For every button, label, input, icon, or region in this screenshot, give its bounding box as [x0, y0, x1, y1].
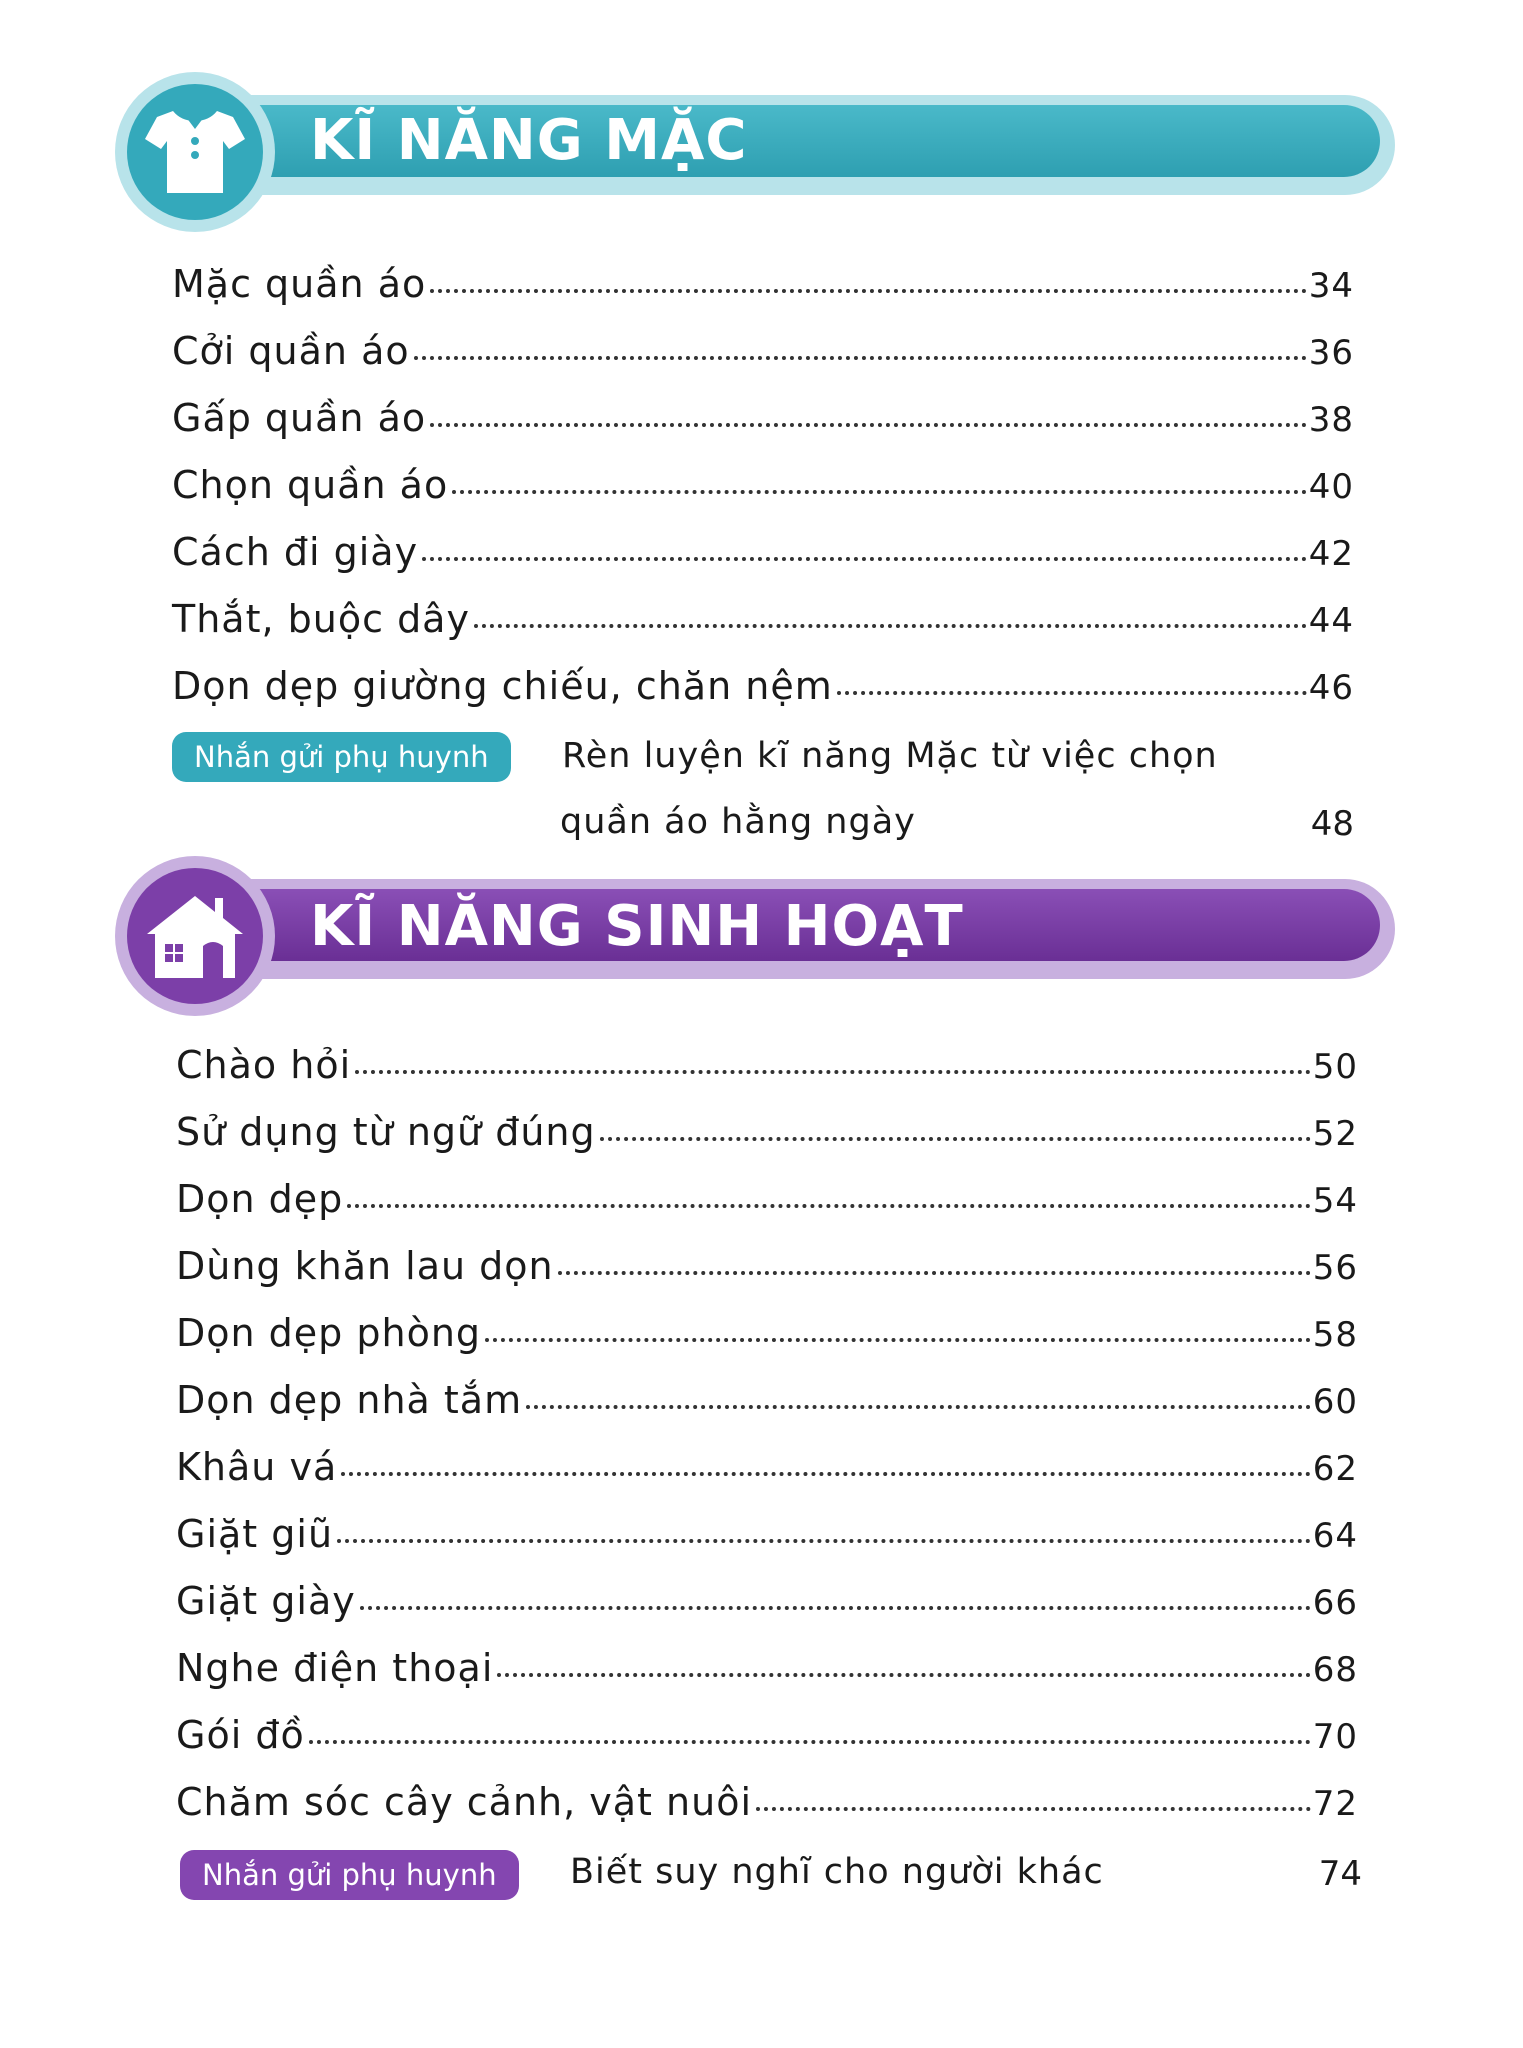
toc-entry-label: Cởi quần áo [172, 329, 410, 373]
toc-entry-page: 54 [1312, 1181, 1358, 1221]
toc-entry-page: 40 [1308, 467, 1354, 507]
parent-note-text-line1: Biết suy nghĩ cho người khác [570, 1852, 1104, 1892]
toc-entry-label: Mặc quần áo [172, 262, 427, 306]
section-icon-badge [115, 72, 275, 232]
toc-list-daily-living [176, 1017, 1358, 1824]
parent-note-dressing[interactable] [172, 732, 1354, 842]
dot-leader [422, 557, 1307, 561]
toc-entry[interactable] [176, 1352, 1358, 1422]
dot-leader [497, 1673, 1310, 1677]
dot-leader [347, 1204, 1310, 1208]
section-title: KĨ NĂNG SINH HOẠT [310, 894, 964, 959]
dot-leader [837, 691, 1307, 695]
toc-entry-label: Dọn dẹp nhà tắm [176, 1378, 523, 1422]
toc-entry-page: 42 [1308, 534, 1354, 574]
toc-entry-page: 36 [1308, 333, 1354, 373]
dot-leader [526, 1405, 1311, 1409]
toc-entry-page: 58 [1312, 1315, 1358, 1355]
dot-leader [309, 1740, 1311, 1744]
toc-entry-page: 52 [1312, 1114, 1358, 1154]
toc-entry-label: Sử dụng từ ngữ đúng [176, 1110, 596, 1154]
dot-leader [474, 624, 1307, 628]
dot-leader [355, 1070, 1311, 1074]
dot-leader [360, 1606, 1311, 1610]
section-header-daily-living [115, 856, 1400, 1016]
toc-entry[interactable] [176, 1553, 1358, 1623]
dot-leader [756, 1807, 1311, 1811]
toc-entry[interactable] [176, 1218, 1358, 1288]
parent-note-text-line2: quần áo hằng ngày [560, 802, 916, 842]
toc-entry[interactable] [172, 638, 1354, 708]
toc-entry-label: Gói đồ [176, 1713, 305, 1757]
house-icon [143, 890, 247, 982]
dot-leader [414, 356, 1307, 360]
parent-note-text-line1: Rèn luyện kĩ năng Mặc từ việc chọn [562, 736, 1218, 776]
toc-entry-label: Khâu vá [176, 1445, 338, 1489]
parent-note-daily-living[interactable] [180, 1850, 1362, 1910]
toc-entry-label: Nghe điện thoại [176, 1646, 494, 1690]
toc-list-dressing [172, 236, 1354, 708]
toc-entry-page: 38 [1308, 400, 1354, 440]
section-header-dressing [115, 72, 1400, 232]
toc-entry[interactable] [176, 1151, 1358, 1221]
toc-entry-label: Giặt giày [176, 1579, 356, 1623]
dot-leader [430, 423, 1307, 427]
toc-entry-page: 68 [1312, 1650, 1358, 1690]
toc-entry-label: Cách đi giày [172, 530, 419, 574]
toc-entry[interactable] [172, 504, 1354, 574]
toc-entry-label: Dùng khăn lau dọn [176, 1244, 554, 1288]
toc-entry-page: 60 [1312, 1382, 1358, 1422]
toc-entry-page: 56 [1312, 1248, 1358, 1288]
toc-entry-page: 44 [1308, 601, 1354, 641]
toc-entry[interactable] [176, 1285, 1358, 1355]
toc-entry-page: 66 [1312, 1583, 1358, 1623]
toc-entry-page: 50 [1312, 1047, 1358, 1087]
dot-leader [341, 1472, 1311, 1476]
toc-entry-label: Dọn dẹp giường chiếu, chăn nệm [172, 664, 833, 708]
toc-entry[interactable] [176, 1486, 1358, 1556]
section-icon-badge [115, 856, 275, 1016]
section-title: KĨ NĂNG MẶC [310, 108, 748, 173]
toc-entry[interactable] [172, 236, 1354, 306]
toc-entry[interactable] [172, 370, 1354, 440]
toc-entry[interactable] [172, 571, 1354, 641]
toc-entry-label: Chăm sóc cây cảnh, vật nuôi [176, 1780, 752, 1824]
dot-leader [558, 1271, 1311, 1275]
toc-entry-label: Thắt, buộc dây [172, 597, 470, 641]
shirt-icon [143, 107, 247, 197]
toc-entry-label: Gấp quần áo [172, 396, 427, 440]
dot-leader [452, 490, 1307, 494]
parent-note-badge: Nhắn gửi phụ huynh [172, 732, 511, 782]
parent-note-badge: Nhắn gửi phụ huynh [180, 1850, 519, 1900]
toc-entry-label: Chào hỏi [176, 1043, 352, 1087]
dot-leader [337, 1539, 1311, 1543]
toc-entry[interactable] [172, 437, 1354, 507]
toc-entry-page: 62 [1312, 1449, 1358, 1489]
dot-leader [600, 1137, 1311, 1141]
dot-leader [430, 289, 1307, 293]
toc-entry[interactable] [172, 303, 1354, 373]
toc-entry[interactable] [176, 1687, 1358, 1757]
parent-note-page: 74 [1318, 1854, 1362, 1894]
toc-entry[interactable] [176, 1620, 1358, 1690]
toc-entry[interactable] [176, 1084, 1358, 1154]
toc-entry-label: Dọn dẹp phòng [176, 1311, 482, 1355]
toc-entry[interactable] [176, 1754, 1358, 1824]
toc-entry-page: 70 [1312, 1717, 1358, 1757]
toc-entry-page: 72 [1312, 1784, 1358, 1824]
dot-leader [485, 1338, 1311, 1342]
toc-entry-label: Chọn quần áo [172, 463, 449, 507]
toc-entry-page: 34 [1308, 266, 1354, 306]
toc-entry-page: 46 [1308, 668, 1354, 708]
toc-entry-page: 64 [1312, 1516, 1358, 1556]
toc-entry-label: Giặt giũ [176, 1512, 334, 1556]
toc-entry[interactable] [176, 1017, 1358, 1087]
toc-entry[interactable] [176, 1419, 1358, 1489]
parent-note-page: 48 [1310, 804, 1354, 844]
toc-entry-label: Dọn dẹp [176, 1177, 344, 1221]
